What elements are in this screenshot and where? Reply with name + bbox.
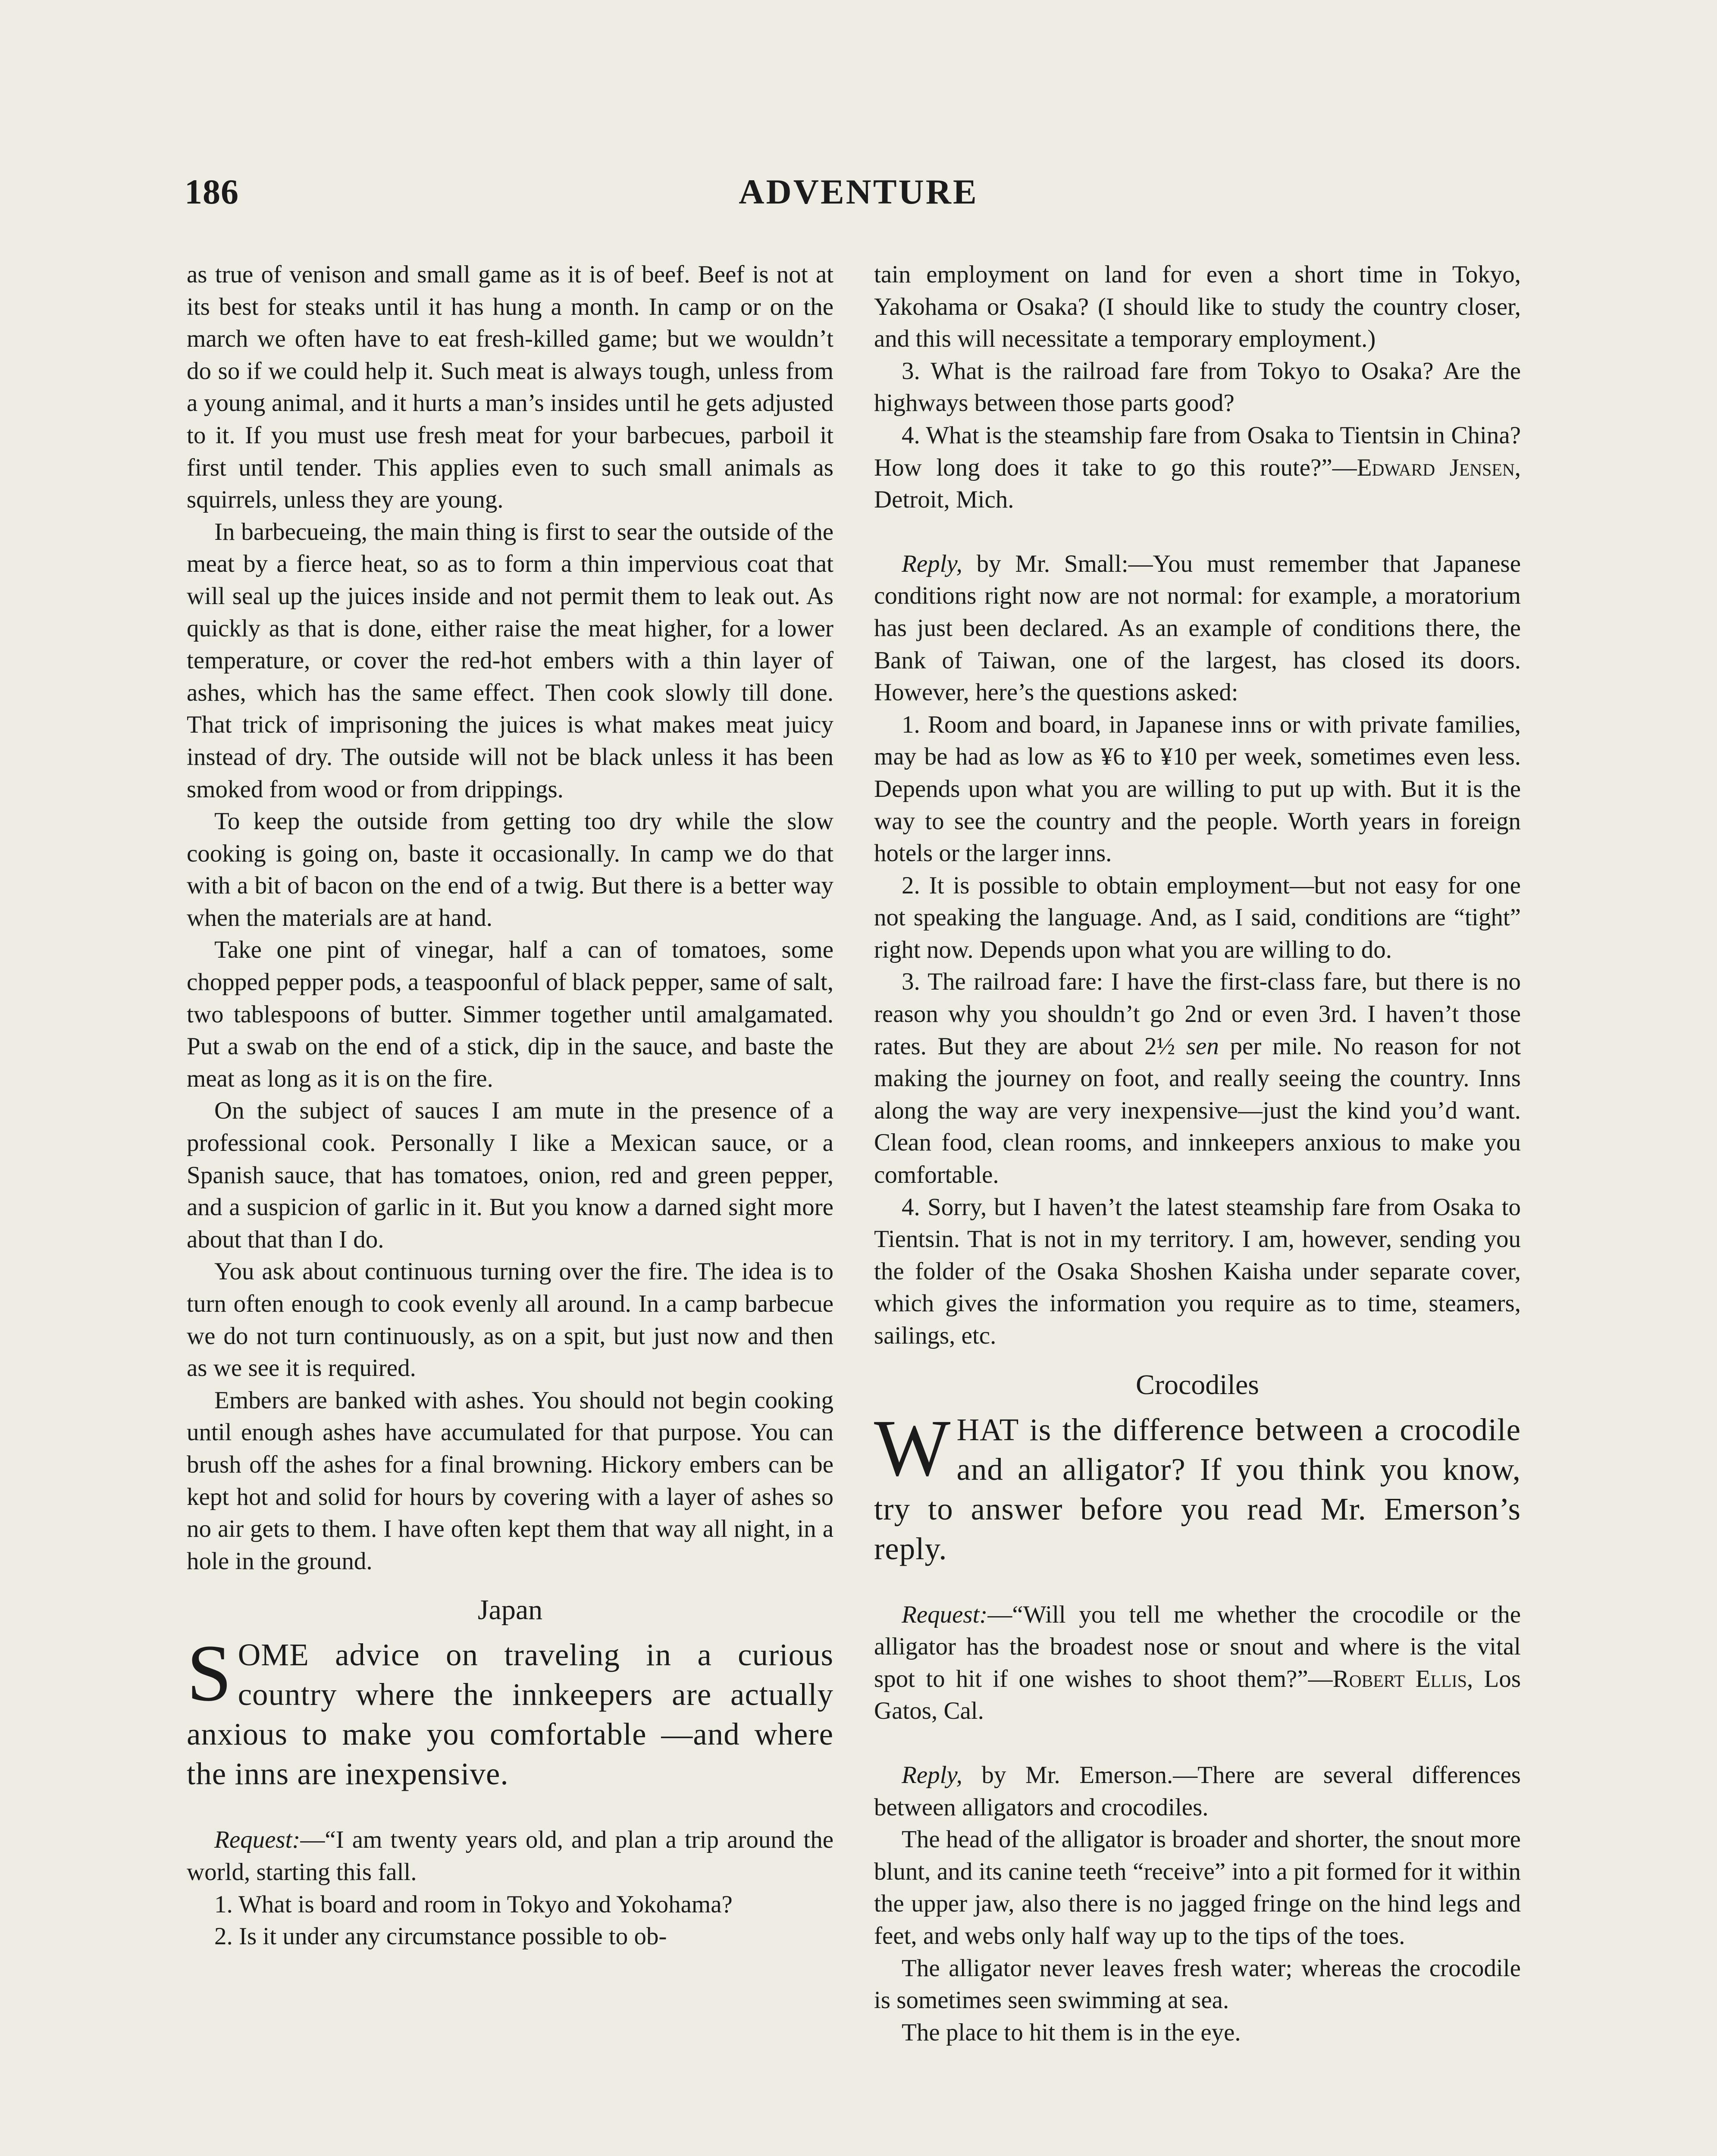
signature-name: Robert Ellis	[1332, 1665, 1467, 1692]
body-paragraph: In barbecueing, the main thing is first to sear the outside of the meat by a fierce heat, so as to form a thin impervious coat that will seal up the juices inside and not permit them to leak out. As quickly as that is done, either raise the meat higher, for a lower temperature, or cover the red-hot embers with a thin layer of ashes, which has the same effect. Then cook slowly till done. That trick of imprisoning the juices is what makes meat juicy instead of dry. The outside will not be black unless it has been smoked from wood or from drippings.	[187, 518, 833, 803]
section-title-crocodiles: Crocodiles	[1136, 1369, 1259, 1401]
question-2: 2. Is it under any circumstance possible to ob-	[214, 1923, 667, 1950]
reply-label: Reply,	[902, 1761, 962, 1789]
request-paragraph	[874, 1599, 1521, 1727]
request-paragraph	[187, 1824, 833, 1888]
section-lede-japan	[187, 1628, 833, 1794]
body-paragraph: On the subject of sauces I am mute in the presence of a professional cook. Personally I like a Mexican sauce, or a Spanish sauce, that has tomatoes, onion, red and green pepper, and a suspicion of garlic in it. But you know a darned sight more about that than I do.	[187, 1097, 833, 1253]
reply-intro: by Mr. Small:—You must remember that Japanese conditions right now are not normal: for example, a moratorium has just been declared. As an example of conditions there, the Bank of Taiwan, one of the largest, has closed its doors. However, here’s the questions asked:	[874, 550, 1521, 706]
reply-paragraph	[874, 548, 1521, 709]
request-label: Request:	[214, 1826, 301, 1854]
drop-cap: S	[187, 1628, 232, 1718]
running-title: ADVENTURE	[739, 172, 978, 211]
section-title-japan: Japan	[477, 1594, 543, 1626]
request-label: Request:	[902, 1601, 988, 1628]
answer-2: 2. It is possible to obtain employment—but not easy for one not speaking the language. And, as I said, conditions are “tight” right now. Depends upon what you are willing to do.	[874, 871, 1521, 963]
request-text: —“Will you tell me whether the crocodile or the alligator has the broadest nose or snout and where is the vital spot to hit if one wishes to shoot them?”—	[874, 1601, 1521, 1692]
question-3: 3. What is the railroad fare from Tokyo to Osaka? Are the highways between those parts good?	[874, 357, 1521, 417]
lede-text: HAT is the difference between a crocodile and an alligator? If you think you know, try to answer before you read Mr. Emerson’s reply.	[874, 1412, 1521, 1566]
request-text: —“I am twenty years old, and plan a trip around the world, starting this fall.	[187, 1826, 833, 1886]
right-column	[874, 259, 1521, 2049]
body-paragraph: To keep the outside from getting too dry while the slow cooking is going on, baste it occasionally. In camp we do that with a bit of bacon on the end of a twig. But there is a better way when the materials are at hand.	[187, 808, 833, 931]
answer-3-rest: per mile. No reason for not making the journey on foot, and really seeing the country. Inns along the way are very inexpensive—just the kind you’d want. Clean food, clean rooms, and innkeepers anxious to make you comfortable.	[874, 1032, 1521, 1189]
body-paragraph: The place to hit them is in the eye.	[902, 2018, 1241, 2046]
answer-3-text: 3. The railroad fare: I have the first-class fare, but there is no reason why you shouldn’t go 2nd or even 3rd. I haven’t those rates. But they are about 2½	[874, 968, 1521, 1060]
question-1: 1. What is board and room in Tokyo and Yokohama?	[214, 1890, 733, 1918]
body-paragraph: You ask about continuous turning over the fire. The idea is to turn often enough to cook evenly all around. In a camp barbecue we do not turn continuously, as on a spit, but just now and then as we see it is required.	[187, 1258, 833, 1382]
reply-text: by Mr. Emerson.—There are several differences between alligators and crocodiles.	[874, 1761, 1521, 1821]
body-paragraph: The alligator never leaves fresh water; whereas the crocodile is sometimes seen swimming at sea.	[874, 1954, 1521, 2014]
section-lede-crocodiles	[874, 1402, 1521, 1569]
page-number: 186	[185, 172, 239, 211]
lede-text: OME advice on traveling in a curious country where the innkeepers are actually anxious to make you comfortable —and where the inns are inexpensive.	[187, 1637, 833, 1792]
page-header	[185, 172, 1532, 219]
drop-cap: W	[874, 1402, 951, 1493]
body-paragraph: Take one pint of vinegar, half a can of tomatoes, some chopped pepper pods, a teaspoonful of black pepper, same of salt, two tablespoons of butter. Simmer together until amalgamated. Put a swab on the end of a stick, dip in the sauce, and baste the meat as long as it is on the fire.	[187, 936, 833, 1092]
body-paragraph: as true of venison and small game as it is of beef. Beef is not at its best for steaks until it has hung a month. In camp or on the march we often have to eat fresh-killed game; but we wouldn’t do so if we could help it. Such meat is always tough, unless from a young animal, and it hurts a man’s insides until he gets adjusted to it. If you must use fresh meat for your barbecues, parboil it first until tender. This applies even to such small animals as squirrels, unless they are young.	[187, 261, 833, 514]
answer-3-italic: sen	[1186, 1032, 1219, 1060]
body-paragraph: Embers are banked with ashes. You should not begin cooking until enough ashes have accumulated for that purpose. You can brush off the ashes for a final browning. Hickory embers can be kept hot and solid for hours by covering with a layer of ashes so no air gets to them. I have often kept them that way all night, in a hole in the ground.	[187, 1386, 833, 1575]
question-4-text: 4. What is the steamship fare from Osaka to Tientsin in China? How long does it take to go this route?”—	[874, 421, 1521, 481]
signature-name: Edward Jensen	[1357, 454, 1515, 481]
answer-3	[874, 966, 1521, 1191]
signature-place: , Detroit, Mich.	[874, 454, 1521, 514]
body-paragraph: The head of the alligator is broader and shorter, the snout more blunt, and its canine teeth “receive” into a pit formed for it within the upper jaw, also there is no jagged fringe on the hind legs and feet, and webs only half way up to the tips of the toes.	[874, 1826, 1521, 1949]
question-2-continued: tain employment on land for even a short time in Tokyo, Yakohama or Osaka? (I should like to study the country closer, and this will necessitate a temporary employment.)	[874, 261, 1521, 353]
signature-place: , Los Gatos, Cal.	[874, 1665, 1521, 1725]
answer-1: 1. Room and board, in Japanese inns or with private families, may be had as low as ¥6 to ¥10 per week, sometimes even less. Depends upon what you are willing to put up with. But it is the way to see the country and the people. Worth years in foreign hotels or the larger inns.	[874, 711, 1521, 867]
reply-label: Reply,	[902, 550, 962, 577]
left-column	[187, 259, 833, 1953]
question-4	[874, 420, 1521, 516]
answer-4: 4. Sorry, but I haven’t the latest steamship fare from Osaka to Tientsin. That is not in my territory. I am, however, sending you the folder of the Osaka Shoshen Kaisha under separate cover, which gives the information you require as to time, steamers, sailings, etc.	[874, 1193, 1521, 1349]
reply-paragraph	[874, 1759, 1521, 1824]
